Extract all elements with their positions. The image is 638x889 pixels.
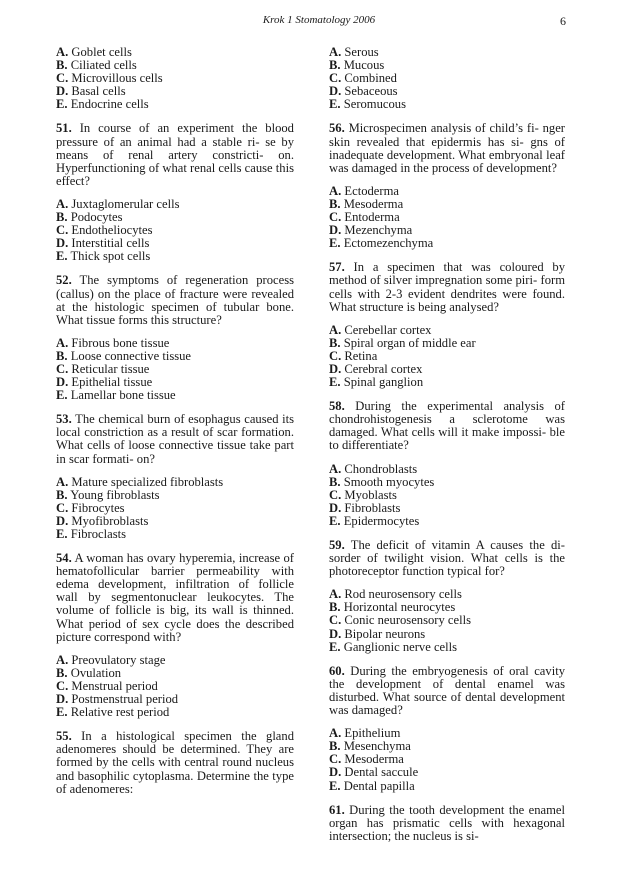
question-number: 56. <box>329 121 345 136</box>
option-letter: D. <box>56 84 69 99</box>
question-text: A woman has ovary hyperemia, increase of hematofollicular barrier permeability with edema development, infiltration of follicle wall by segmentonuclear leukocytes. The volume of follicle is big, its wall is thinned. What period of sex cycle does the described picture correspond with? <box>56 551 294 644</box>
option-text: Mezenchyma <box>344 223 413 238</box>
option-letter: D. <box>329 361 342 376</box>
option-letter: E. <box>56 97 68 112</box>
answer-option <box>56 250 294 263</box>
question-number: 57. <box>329 260 345 275</box>
question-number: 52. <box>56 273 72 288</box>
answer-option <box>56 528 294 541</box>
option-letter: E. <box>56 527 68 541</box>
option-letter: B. <box>329 739 341 754</box>
question <box>56 413 294 465</box>
option-text: Ectomezenchyma <box>343 236 434 251</box>
question-number: 58. <box>329 399 345 414</box>
option-letter: C. <box>56 223 69 238</box>
option-letter: A. <box>56 652 69 667</box>
question-text: In course of an experiment the blood pressure of an animal had a stable ri- se by means of renal artery constricti- on. Hyperfunctioning of what renal cells cause this effect? <box>56 121 294 188</box>
option-letter: E. <box>329 236 341 251</box>
option-text: Horizontal neurocytes <box>343 600 456 615</box>
option-letter: C. <box>329 71 342 86</box>
option-letter: C. <box>56 500 69 515</box>
option-text: Myoblasts <box>344 487 397 502</box>
option-text: Entoderma <box>344 210 400 225</box>
option-letter: B. <box>329 600 341 615</box>
option-letter: B. <box>329 474 341 489</box>
option-letter: E. <box>329 639 341 654</box>
option-text: Chondroblasts <box>344 461 418 476</box>
question <box>56 730 294 795</box>
option-letter: E. <box>329 778 341 793</box>
answer-option <box>329 376 565 389</box>
question-text: In a histological specimen the gland adenomeres should be determined. They are formed by the cells with central round nucleus and basophilic cytoplasma. Determine the type of adenomeres: <box>56 729 294 796</box>
option-letter: E. <box>56 705 68 720</box>
question-text: The chemical burn of esophagus caused its local constriction as a result of scar formation. What cells of loose connective tissue take part in scar formati- on? <box>56 412 295 466</box>
option-text: Loose connective tissue <box>70 348 192 363</box>
option-letter: D. <box>329 765 342 780</box>
option-letter: C. <box>329 487 342 502</box>
option-letter: B. <box>56 348 68 363</box>
option-text: Young fibroblasts <box>70 487 160 502</box>
option-letter: C. <box>329 348 342 363</box>
option-letter: C. <box>329 210 342 225</box>
option-text: Fibrous bone tissue <box>71 335 170 350</box>
option-text: Cerebral cortex <box>344 361 423 376</box>
option-letter: E. <box>329 97 341 112</box>
option-letter: A. <box>329 45 342 59</box>
question-number: 60. <box>329 663 345 678</box>
option-text: Ganglionic nerve cells <box>343 639 458 654</box>
option-letter: B. <box>56 210 68 225</box>
option-text: Reticular tissue <box>71 361 150 376</box>
answer-options <box>56 337 294 402</box>
option-letter: D. <box>329 500 342 515</box>
option-text: Postmenstrual period <box>71 692 179 707</box>
option-text: Epidermocytes <box>343 513 420 528</box>
option-letter: D. <box>56 692 69 707</box>
question-number: 55. <box>56 729 72 744</box>
question <box>329 122 565 174</box>
option-text: Mucous <box>343 58 385 73</box>
question-text: Microspecimen analysis of child’s fi- nger skin revealed that epidermis has si- gns of inadequate development. What embryonal leaf was damaged in the process of development? <box>329 121 565 175</box>
answer-options <box>56 198 294 263</box>
question <box>56 552 294 644</box>
option-text: Spinal ganglion <box>343 375 424 390</box>
option-text: Spiral organ of middle ear <box>343 335 476 350</box>
question-number: 51. <box>56 121 72 136</box>
option-text: Seromucous <box>343 97 406 112</box>
option-letter: A. <box>329 461 342 476</box>
option-text: Cerebellar cortex <box>344 322 432 337</box>
option-text: Smooth myocytes <box>343 474 435 489</box>
option-text: Goblet cells <box>71 45 132 59</box>
option-letter: D. <box>56 375 69 390</box>
option-letter: B. <box>329 335 341 350</box>
page-header <box>0 14 638 30</box>
option-text: Preovulatory stage <box>71 652 166 667</box>
option-text: Conic neurosensory cells <box>344 613 472 628</box>
option-letter: D. <box>56 236 69 251</box>
answer-option <box>329 515 565 528</box>
option-letter: E. <box>56 249 68 264</box>
question-text: The deficit of vitamin A causes the di- sorder of twilight vision. What cells is the photoreceptor function typical for? <box>329 538 565 579</box>
answer-option <box>56 389 294 402</box>
option-text: Rod neurosensory cells <box>344 587 462 602</box>
answer-options <box>329 185 565 250</box>
option-letter: B. <box>329 58 341 73</box>
option-text: Ciliated cells <box>70 58 137 73</box>
option-letter: A. <box>329 587 342 602</box>
question-number: 54. <box>56 551 72 566</box>
option-text: Podocytes <box>70 210 123 225</box>
option-letter: D. <box>329 84 342 99</box>
option-text: Dental papilla <box>343 778 415 793</box>
answer-option <box>329 98 565 111</box>
option-letter: C. <box>329 613 342 628</box>
option-text: Thick spot cells <box>70 249 151 264</box>
option-letter: B. <box>56 58 68 73</box>
page-number: 6 <box>560 14 566 28</box>
question-text: During the experimental analysis of chondrohistogenesis a sclerotome was damaged. What cells will it make impossi- ble to differentiate? <box>329 399 565 453</box>
option-letter: D. <box>56 513 69 528</box>
option-text: Myofibroblasts <box>71 513 149 528</box>
question-text: In a specimen that was coloured by method of silver impregnation some piri- form cells with 2-3 evident dendrites were found. What structure is being analysed? <box>329 260 566 314</box>
option-letter: B. <box>56 487 68 502</box>
option-text: Basal cells <box>71 84 126 99</box>
question <box>56 122 294 187</box>
question-number: 53. <box>56 412 72 427</box>
option-letter: A. <box>56 474 69 489</box>
option-text: Mesoderma <box>344 752 404 767</box>
answer-option <box>329 237 565 250</box>
question-number: 61. <box>329 802 345 817</box>
option-letter: A. <box>329 322 342 337</box>
question <box>329 539 565 578</box>
question <box>329 665 565 717</box>
option-text: Bipolar neurons <box>344 626 426 641</box>
option-letter: D. <box>329 223 342 238</box>
option-letter: B. <box>329 196 341 211</box>
option-text: Relative rest period <box>70 705 170 720</box>
option-text: Serous <box>344 45 379 59</box>
option-letter: C. <box>56 678 69 693</box>
option-text: Combined <box>344 71 397 86</box>
answer-option <box>56 98 294 111</box>
option-letter: C. <box>329 752 342 767</box>
option-letter: C. <box>56 71 69 86</box>
option-text: Fibrocytes <box>71 500 125 515</box>
option-text: Mature specialized fibroblasts <box>71 474 224 489</box>
question-number: 59. <box>329 538 345 552</box>
answer-options <box>329 463 565 528</box>
answer-options <box>329 727 565 792</box>
question-text: During the embryogenesis of oral cavity the development of dental enamel was disturbed. What source of dental development was damaged? <box>329 663 565 718</box>
option-text: Mesoderma <box>343 196 404 211</box>
option-letter: E. <box>329 375 341 390</box>
option-letter: A. <box>329 183 342 198</box>
answer-option <box>329 641 565 654</box>
running-title: Krok 1 Stomatology 2006 <box>262 14 376 26</box>
option-text: Retina <box>344 348 378 363</box>
option-text: Fibroclasts <box>70 527 126 541</box>
option-text: Mesenchyma <box>343 739 411 754</box>
left-column <box>56 46 294 806</box>
option-text: Fibroblasts <box>344 500 401 515</box>
question <box>329 400 565 452</box>
option-letter: A. <box>329 726 342 741</box>
option-letter: A. <box>56 196 69 211</box>
answer-options <box>56 476 294 541</box>
option-letter: C. <box>56 361 69 376</box>
answer-options <box>329 588 565 653</box>
option-text: Endocrine cells <box>70 97 149 112</box>
option-letter: E. <box>56 388 68 403</box>
question-text: During the tooth development the enamel organ has prismatic cells with hexagonal intersection; the nucleus is si- <box>329 802 565 843</box>
option-letter: A. <box>56 45 69 59</box>
answer-options <box>329 46 565 111</box>
answer-options <box>329 324 565 389</box>
option-text: Endotheliocytes <box>71 223 153 238</box>
answer-options <box>56 46 294 111</box>
answer-option <box>56 706 294 719</box>
option-text: Epithelial tissue <box>71 375 153 390</box>
option-text: Microvillous cells <box>71 71 163 86</box>
option-letter: B. <box>56 665 68 680</box>
answer-option <box>329 780 565 793</box>
option-text: Lamellar bone tissue <box>70 388 176 403</box>
option-text: Interstitial cells <box>71 236 150 251</box>
option-letter: A. <box>56 335 69 350</box>
option-text: Epithelium <box>344 726 401 741</box>
question-text: The symptoms of regeneration process (callus) on the place of fracture were revealed at the histologic specimen of tubular bone. What tissue forms this structure? <box>56 273 295 327</box>
option-text: Ectoderma <box>344 183 399 198</box>
option-text: Juxtaglomerular cells <box>71 196 180 211</box>
question <box>329 804 565 843</box>
option-text: Sebaceous <box>344 84 398 99</box>
answer-options <box>56 654 294 719</box>
option-text: Menstrual period <box>71 678 158 693</box>
option-letter: E. <box>329 513 341 528</box>
option-letter: D. <box>329 626 342 641</box>
option-text: Ovulation <box>70 665 122 680</box>
right-column <box>329 46 565 853</box>
option-text: Dental saccule <box>344 765 419 780</box>
question <box>56 274 294 326</box>
question <box>329 261 565 313</box>
